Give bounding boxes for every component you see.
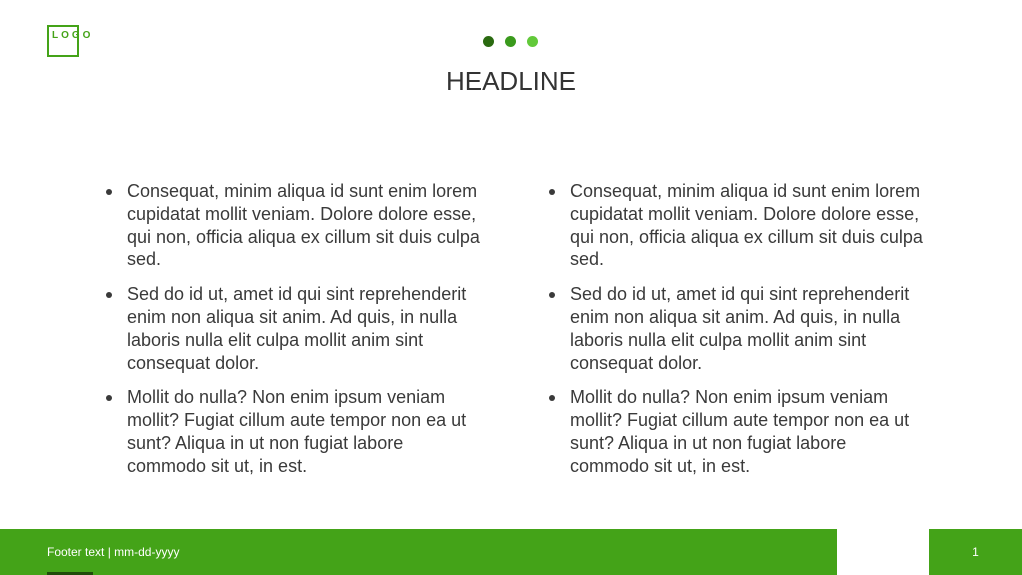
bullet-item: Consequat, minim aliqua id sunt enim lorem cupidatat mollit veniam. Dolore dolore esse, qui non, officia aliqua ex cillum sit duis culpa sed.	[549, 180, 929, 271]
right-column	[549, 180, 929, 490]
bullet-item: Consequat, minim aliqua id sunt enim lorem cupidatat mollit veniam. Dolore dolore esse, qui non, officia aliqua ex cillum sit duis culpa sed.	[106, 180, 486, 271]
page-number: 1	[929, 529, 1022, 575]
headline: HEADLINE	[445, 66, 577, 96]
logo	[47, 25, 94, 57]
dot-1	[483, 36, 494, 47]
progress-dots	[483, 36, 538, 47]
left-column	[106, 180, 486, 490]
footer-text: Footer text | mm-dd-yyyy	[47, 545, 180, 559]
dot-3	[527, 36, 538, 47]
bullet-item: Mollit do nulla? Non enim ipsum veniam mollit? Fugiat cillum aute tempor non ea ut sunt? Aliqua in ut non fugiat labore commodo sit ut, in est.	[549, 386, 929, 477]
bullet-item: Sed do id ut, amet id qui sint reprehenderit enim non aliqua sit anim. Ad quis, in nulla laboris nulla elit culpa mollit anim sint consequat dolor.	[549, 283, 929, 374]
bullet-item: Mollit do nulla? Non enim ipsum veniam mollit? Fugiat cillum aute tempor non ea ut sunt? Aliqua in ut non fugiat labore commodo sit ut, in est.	[106, 386, 486, 477]
bullet-item: Sed do id ut, amet id qui sint reprehenderit enim non aliqua sit anim. Ad quis, in nulla laboris nulla elit culpa mollit anim sint consequat dolor.	[106, 283, 486, 374]
dot-2	[505, 36, 516, 47]
footer	[0, 529, 837, 575]
logo-text: LOGO	[52, 30, 94, 41]
